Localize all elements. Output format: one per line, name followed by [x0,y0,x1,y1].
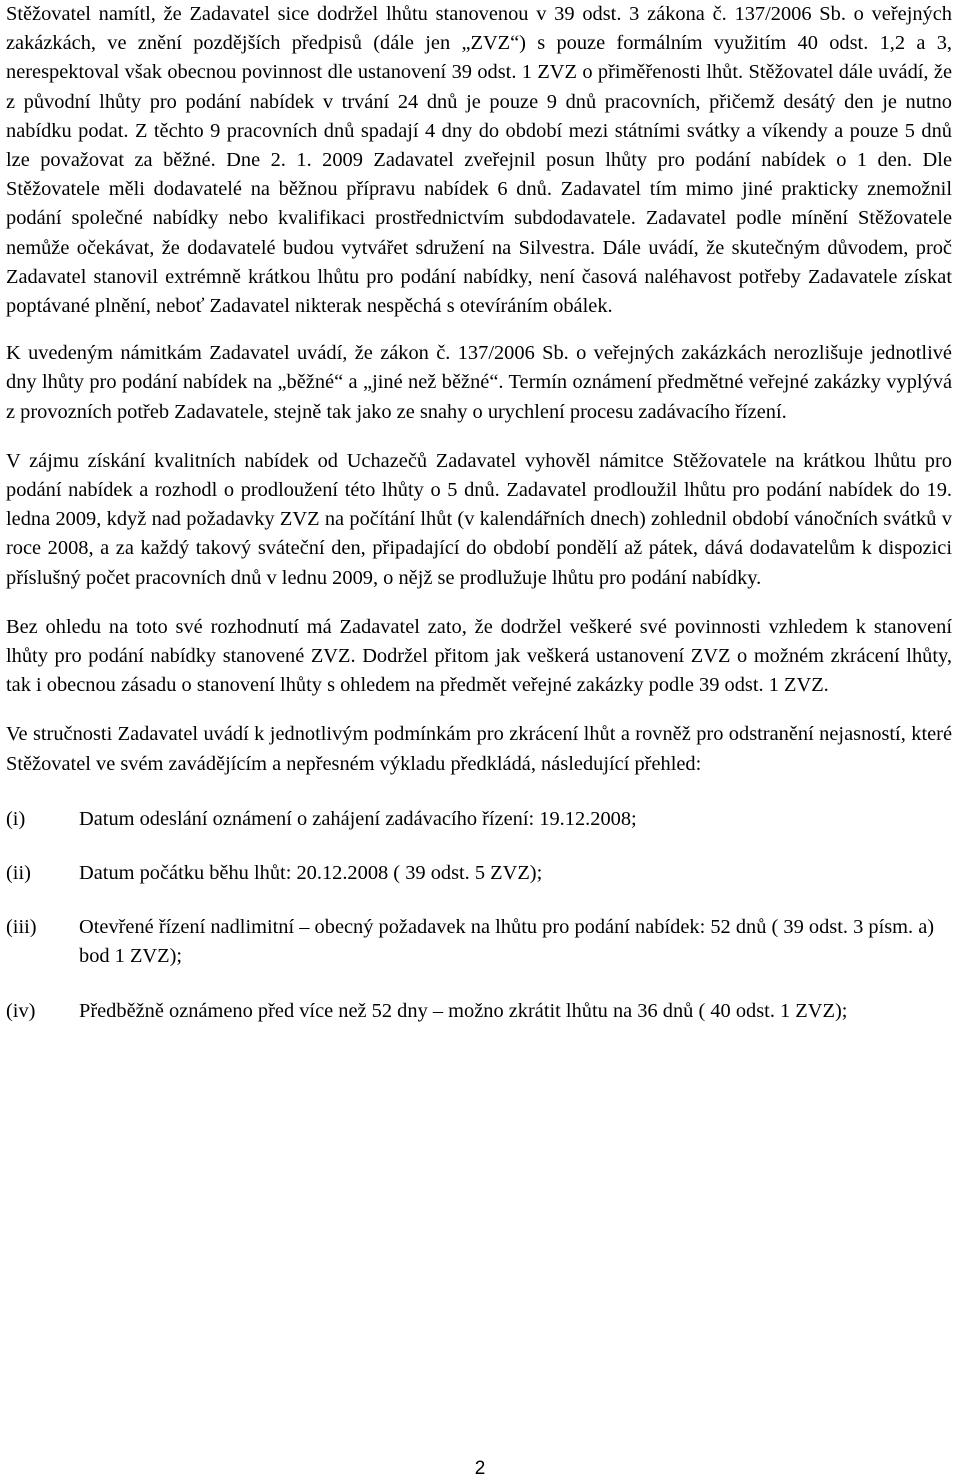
document-page [6,0,952,1051]
paragraph-response: K uvedeným námitkám Zadavatel uvádí, že zákon č. 137/2006 Sb. o veřejných zakázkách nerozlišuje jednotlivé dny lhůty pro podání nabídek na „běžné“ a „jiné než běžné“. Termín oznámení předmětné veřejné zakázky vyplývá z provozních potřeb Zadavatele, stejně tak jako ze snahy o urychlení procesu zadávacího řízení. [6,342,952,423]
list-item-number: (ii) [6,862,31,885]
paragraph-extension: V zájmu získání kvalitních nabídek od Uchazečů Zadavatel vyhověl námitce Stěžovatele na krátkou lhůtu pro podání nabídek a rozhodl o prodloužení této lhůty o 5 dnů. Zadavatel prodloužil lhůtu pro podání nabídek do 19. ledna 2009, když nad požadavky ZVZ na počítání lhůt (v kalendářních dnech) zohlednil období vánočních svátků v roce 2008, a za každý takový sváteční den, připadající do období pondělí až pátek, dává dodavatelům k dispozici příslušný počet pracovních dnů v lednu 2009, o nějž se prodlužuje lhůtu pro podání nabídky. [6,449,952,589]
conditions-list [6,805,952,1026]
list-item [6,805,952,834]
paragraph-compliance: Bez ohledu na toto své rozhodnutí má Zadavatel zato, že dodržel veškeré své povinnosti vzhledem k stanovení lhůty pro podání nabídky stanovené ZVZ. Dodržel přitom jak veškerá ustanovení ZVZ o možném zkrácení lhůty, tak i obecnou zásadu o stanovení lhůty s ohledem na předmět veřejné zakázky podle 39 odst. 1 ZVZ. [6,615,952,697]
list-item-number: (i) [6,807,26,830]
list-item-text: Datum odeslání oznámení o zahájení zadávacího řízení: 19.12.2008; [79,807,637,830]
list-item-text: Otevřené řízení nadlimitní – obecný požadavek na lhůtu pro podání nabídek: 52 dnů ( 39 odst. 3 písm. a) bod 1 ZVZ); [79,916,935,968]
list-item [6,913,952,971]
list-item-number: (iv) [6,999,36,1022]
list-item-number: (iii) [6,916,37,939]
page-number: 2 [474,1458,486,1479]
paragraph-complaint: Stěžovatel namítl, že Zadavatel sice dodržel lhůtu stanovenou v 39 odst. 3 zákona č. 137/2006 Sb. o veřejných zakázkách, ve znění pozdějších předpisů (dále jen „ZVZ“) s pouze formálním využitím 40 odst. 1,2 a 3, nerespektoval však obecnou povinnost dle ustanovení 39 odst. 1 ZVZ o přiměřenosti lhůt. Stěžovatel dále uvádí, že z původní lhůty pro podání nabídek v trvání 24 dnů je pouze 9 dnů pracovních, přičemž desátý den je nutno nabídku podat. Z těchto 9 pracovních dnů spadají 4 dny do období mezi státními svátky a víkendy a pouze 5 dnů lze považovat za běžné. Dne 2. 1. 2009 Zadavatel zveřejnil posun lhůty pro podání nabídek o 1 den. Dle Stěžovatele měli dodavatelé na běžnou přípravu nabídek 6 dnů. Zadavatel tím mimo jiné prakticky znemožnil podání společné nabídky nebo kvalifikaci prostřednictvím subdodavatele. Zadavatel podle mínění Stěžovatele nemůže očekávat, že dodavatelé budou vytvářet sdružení na Silvestra. Dále uvádí, že skutečným důvodem, proč Zadavatel stanovil extrémně krátkou lhůtu pro podání nabídky, není časová naléhavost potřeby Zadavatele získat poptávané plnění, neboť Zadavatel nikterak nespěchá s otevíráním obálek. [6,3,952,318]
list-item-text: Předběžně oznámeno před více než 52 dny – možno zkrátit lhůtu na 36 dnů ( 40 odst. 1 ZVZ); [79,999,848,1022]
list-item [6,859,952,888]
paragraph-summary-intro: Ve stručnosti Zadavatel uvádí k jednotlivým podmínkám pro zkrácení lhůt a rovněž pro odstranění nejasností, které Stěžovatel ve svém zavádějícím a nepřesném výkladu předkládá, následující přehled: [6,723,952,775]
list-item-text: Datum počátku běhu lhůt: 20.12.2008 ( 39 odst. 5 ZVZ); [79,862,543,885]
list-item [6,997,952,1026]
